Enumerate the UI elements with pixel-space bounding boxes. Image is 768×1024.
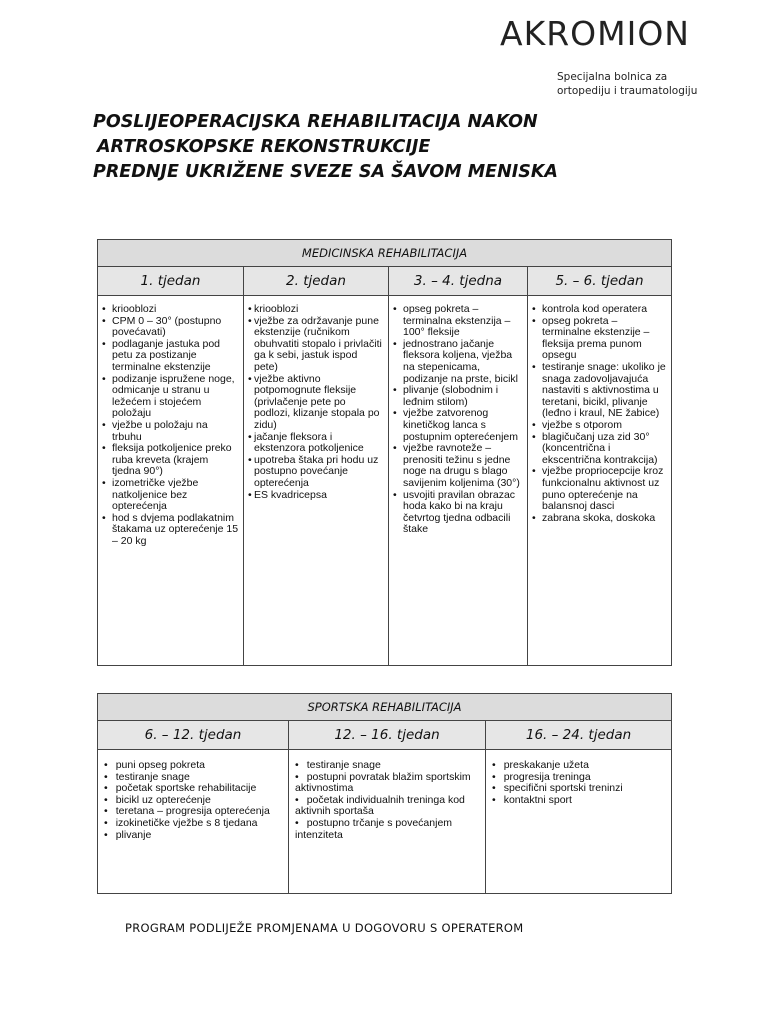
list-item-text: opseg pokreta – terminalna ekstenzija – 100° fleksije bbox=[403, 303, 511, 339]
list-item-text: hod s dvjema podlakatnim štakama uz opterećenje 15 – 20 kg bbox=[112, 511, 239, 547]
bullet-icon: • bbox=[295, 816, 299, 829]
logo-subtitle-line-2: ortopediju i traumatologiju bbox=[557, 85, 698, 97]
medical-week-header: 2. tjedan bbox=[244, 267, 389, 296]
list-item bbox=[389, 385, 523, 408]
hospital-logo bbox=[500, 14, 730, 97]
sport-table-caption: SPORTSKA REHABILITACIJA bbox=[98, 694, 672, 721]
list-item-text: postupni povratak blažim sportskim aktivnostima bbox=[295, 770, 471, 795]
bullet-icon: • bbox=[102, 337, 106, 350]
sport-week-header: 16. – 24. tjedan bbox=[486, 721, 672, 750]
bullet-icon: • bbox=[102, 303, 106, 315]
list-item-text: plivanje bbox=[115, 828, 152, 841]
medical-week-1-list bbox=[98, 296, 243, 551]
list-item-text: specifični sportski treninzi bbox=[503, 782, 623, 795]
bullet-icon: • bbox=[532, 303, 536, 315]
list-item-text: vježbe u položaju na trbuhu bbox=[112, 418, 208, 443]
list-item bbox=[244, 455, 384, 490]
list-item-text: kontaktni sport bbox=[503, 793, 572, 806]
list-item bbox=[98, 339, 239, 374]
bullet-icon: • bbox=[532, 465, 536, 478]
bullet-icon: • bbox=[393, 384, 397, 397]
sport-week-header: 6. – 12. tjedan bbox=[98, 721, 289, 750]
list-item-text: zabrana skoka, doskoka bbox=[542, 511, 656, 524]
medical-rehabilitation-table bbox=[97, 239, 672, 666]
sport-week-12-16-cell bbox=[289, 750, 486, 894]
list-item-text: testiranje snage bbox=[306, 759, 381, 771]
bullet-icon: • bbox=[104, 759, 108, 771]
list-item-text: jačanje fleksora i ekstenzora potkoljenice bbox=[254, 430, 364, 455]
list-item bbox=[98, 513, 239, 548]
bullet-icon: • bbox=[532, 314, 536, 327]
list-item bbox=[98, 316, 239, 339]
bullet-icon: • bbox=[102, 511, 106, 524]
sport-week-16-24-cell bbox=[486, 750, 672, 894]
bullet-icon: • bbox=[393, 442, 397, 455]
sport-week-6-12-cell bbox=[98, 750, 289, 894]
list-item bbox=[486, 795, 667, 807]
medical-week-3-4-cell bbox=[389, 296, 528, 666]
list-item-text: podizanje ispružene noge, odmicanje u stranu u ležećem i stojećem položaju bbox=[112, 372, 235, 420]
list-item-text: početak sportske rehabilitacije bbox=[115, 782, 257, 795]
bullet-icon: • bbox=[295, 759, 299, 771]
list-item bbox=[98, 443, 239, 478]
logo-subtitle-line-1: Specijalna bolnica za bbox=[557, 71, 668, 83]
list-item-text: postupno trčanje s povećanjem intenziteta bbox=[295, 816, 453, 841]
list-item-text: vježbe s otporom bbox=[542, 418, 622, 431]
bullet-icon: • bbox=[393, 407, 397, 420]
bullet-icon: • bbox=[102, 372, 106, 385]
footer-note: PROGRAM PODLIJEŽE PROMJENAMA U DOGOVORU S OPERATEROM bbox=[125, 921, 524, 935]
list-item bbox=[98, 830, 284, 842]
bullet-icon: • bbox=[104, 805, 108, 818]
list-item-text: usvojiti pravilan obrazac hoda kako bi na kraju četvrtog tjedna odbacili štake bbox=[403, 488, 516, 536]
list-item bbox=[389, 490, 523, 536]
medical-week-1-cell bbox=[98, 296, 244, 666]
list-item bbox=[528, 513, 667, 525]
list-item-text: upotreba štaka pri hodu uz postupno povećanje opterećenja bbox=[254, 453, 379, 489]
list-item-text: vježbe propriocepcije kroz funkcionalnu aktivnost uz puno opterećenje na balansnoj dasci bbox=[542, 465, 664, 513]
bullet-icon: • bbox=[102, 314, 106, 327]
title-line-1: POSLIJEOPERACIJSKA REHABILITACIJA NAKON bbox=[93, 112, 538, 132]
bullet-icon: • bbox=[102, 418, 106, 431]
bullet-icon: • bbox=[248, 453, 252, 466]
bullet-icon: • bbox=[248, 430, 252, 443]
list-item-text: plivanje (slobodnim i leđnim stilom) bbox=[403, 384, 499, 408]
list-item bbox=[244, 432, 384, 455]
bullet-icon: • bbox=[393, 303, 397, 315]
list-item bbox=[289, 818, 481, 841]
bullet-icon: • bbox=[295, 770, 299, 783]
sport-week-6-12-list bbox=[98, 750, 288, 845]
list-item bbox=[389, 443, 523, 489]
bullet-icon: • bbox=[492, 770, 496, 783]
medical-week-2-cell bbox=[244, 296, 389, 666]
sport-week-16-24-list bbox=[486, 750, 671, 810]
list-item-text: početak individualnih treninga kod aktivnih sportaša bbox=[295, 793, 465, 818]
sports-rehabilitation-table bbox=[97, 693, 672, 894]
list-item bbox=[98, 420, 239, 443]
list-item bbox=[528, 362, 667, 420]
list-item bbox=[389, 304, 523, 339]
list-item bbox=[244, 374, 384, 432]
list-item-text: preskakanje užeta bbox=[503, 759, 589, 771]
list-item-text: opseg pokreta – terminalne ekstenzije – fleksija prema punom opsegu bbox=[542, 314, 650, 362]
list-item bbox=[389, 408, 523, 443]
medical-week-2-list bbox=[244, 296, 388, 505]
list-item-text: kriooblozi bbox=[254, 303, 299, 315]
bullet-icon: • bbox=[248, 303, 252, 315]
list-item bbox=[244, 316, 384, 374]
sport-week-header: 12. – 16. tjedan bbox=[289, 721, 486, 750]
bullet-icon: • bbox=[393, 337, 397, 350]
medical-week-header: 5. – 6. tjedan bbox=[528, 267, 672, 296]
list-item-text: ES kvadricepsa bbox=[254, 488, 327, 501]
bullet-icon: • bbox=[104, 782, 108, 795]
list-item-text: CPM 0 – 30° (postupno povećavati) bbox=[112, 314, 222, 339]
bullet-icon: • bbox=[104, 828, 108, 841]
bullet-icon: • bbox=[393, 488, 397, 501]
list-item bbox=[98, 374, 239, 420]
list-item bbox=[528, 432, 667, 467]
list-item-text: testiranje snage: ukoliko je snaga zadovoljavajuća nastaviti s aktivnostima u teretani, bicikl, plivanje (leđno i kraul, NE žabice) bbox=[542, 360, 666, 420]
bullet-icon: • bbox=[532, 430, 536, 443]
list-item-text: vježbe zatvorenog kinetičkog lanca s postupnim opterećenjem bbox=[403, 407, 518, 443]
list-item-text: vježbe za održavanje pune ekstenzije (ručnikom obuhvatiti stopalo i privlačiti ga k sebi, jastuk ispod pete) bbox=[254, 314, 382, 373]
list-item-text: teretana – progresija opterećenja bbox=[115, 805, 270, 818]
list-item-text: izokinetičke vježbe s 8 tjedana bbox=[115, 816, 258, 829]
title-line-2: ARTROSKOPSKE REKONSTRUKCIJE bbox=[97, 137, 431, 157]
list-item bbox=[528, 316, 667, 362]
list-item-text: blagičučanj uza zid 30°(koncentrična i ekscentrična kontrakcija) bbox=[542, 430, 658, 466]
title-line-3: PREDNJE UKRIŽENE SVEZE SA ŠAVOM MENISKA bbox=[93, 162, 558, 182]
list-item-text: fleksija potkoljenice preko ruba kreveta (krajem tjedna 90°) bbox=[112, 442, 232, 478]
bullet-icon: • bbox=[492, 793, 496, 806]
list-item-text: vježbe aktivno potpomognute fleksije (privlačenje pete po podlozi, klizanje stopala po zidu) bbox=[254, 372, 380, 431]
list-item-text: bicikl uz opterećenje bbox=[115, 793, 211, 806]
list-item-text: testiranje snage bbox=[115, 770, 190, 783]
bullet-icon: • bbox=[104, 816, 108, 829]
list-item bbox=[389, 339, 523, 385]
list-item bbox=[528, 466, 667, 512]
medical-table-caption: MEDICINSKA REHABILITACIJA bbox=[98, 240, 672, 267]
medical-week-3-4-list bbox=[389, 296, 527, 540]
medical-week-header: 1. tjedan bbox=[98, 267, 244, 296]
bullet-icon: • bbox=[492, 759, 496, 771]
document-title bbox=[93, 110, 558, 185]
bullet-icon: • bbox=[532, 360, 536, 373]
medical-week-5-6-cell bbox=[528, 296, 672, 666]
list-item bbox=[98, 478, 239, 513]
bullet-icon: • bbox=[102, 476, 106, 489]
bullet-icon: • bbox=[102, 442, 106, 455]
list-item-text: kriooblozi bbox=[112, 303, 157, 315]
bullet-icon: • bbox=[532, 511, 536, 524]
bullet-icon: • bbox=[295, 793, 299, 806]
sport-week-12-16-list bbox=[289, 750, 485, 845]
list-item-text: puni opseg pokreta bbox=[115, 759, 206, 771]
bullet-icon: • bbox=[532, 418, 536, 431]
bullet-icon: • bbox=[248, 314, 252, 327]
list-item bbox=[244, 490, 384, 502]
bullet-icon: • bbox=[248, 488, 252, 501]
medical-week-header: 3. – 4. tjedna bbox=[389, 267, 528, 296]
medical-week-5-6-list bbox=[528, 296, 671, 528]
list-item-text: kontrola kod operatera bbox=[542, 303, 648, 315]
list-item-text: progresija treninga bbox=[503, 770, 591, 783]
list-item-text: vježbe ravnoteže – prenositi težinu s jedne noge na drugu s blago savijenim koljenima (30°) bbox=[403, 442, 520, 489]
list-item bbox=[289, 772, 481, 795]
list-item-text: jednostrano jačanje fleksora koljena, vježba na stepenicama, podizanje na prste, bicikl bbox=[403, 337, 518, 385]
logo-name: AKROMION bbox=[500, 14, 690, 53]
bullet-icon: • bbox=[248, 372, 252, 385]
bullet-icon: • bbox=[492, 782, 496, 795]
logo-subtitle bbox=[557, 70, 697, 98]
bullet-icon: • bbox=[104, 793, 108, 806]
list-item-text: podlaganje jastuka pod petu za postizanje terminalne ekstenzije bbox=[112, 337, 221, 373]
bullet-icon: • bbox=[104, 770, 108, 783]
list-item-text: izometričke vježbe natkoljenice bez opterećenja bbox=[112, 476, 199, 513]
list-item bbox=[289, 795, 481, 818]
